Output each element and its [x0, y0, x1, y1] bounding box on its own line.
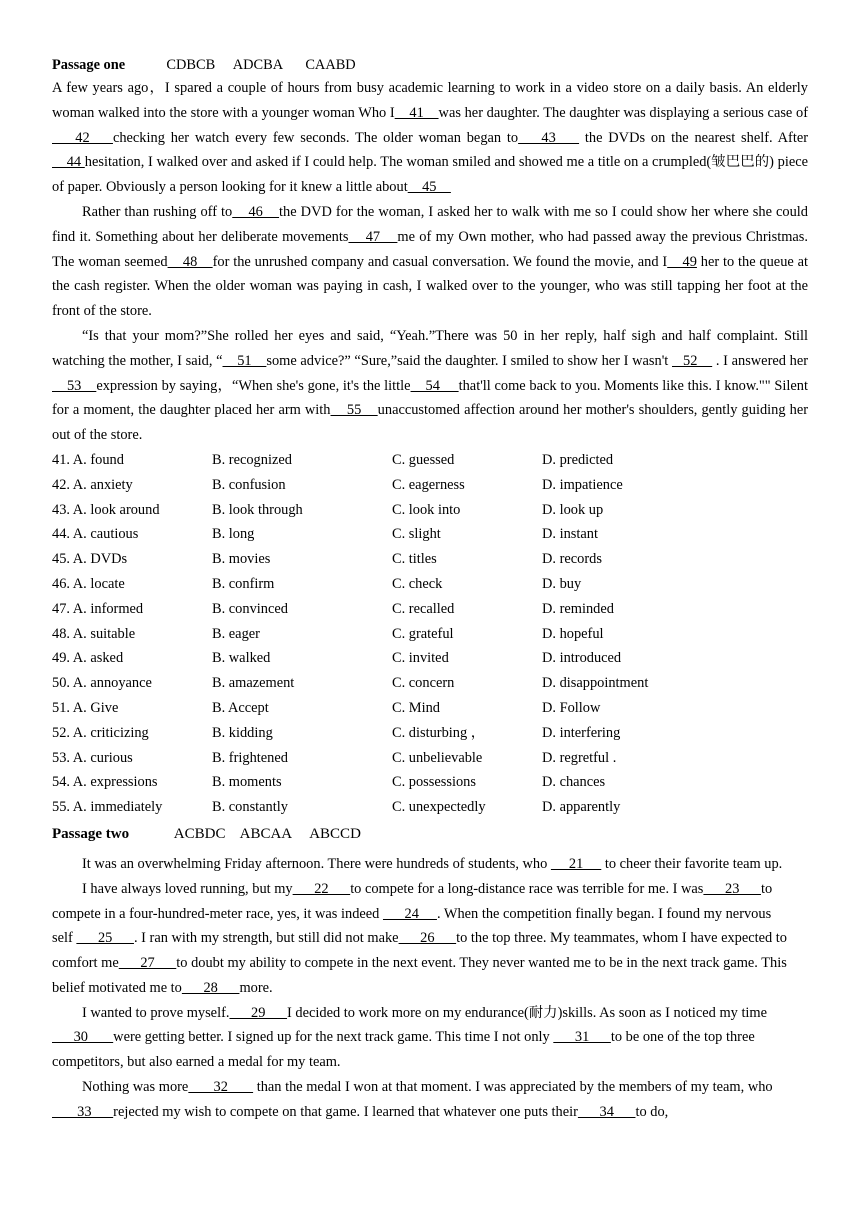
passage-two-title: Passage two	[52, 825, 130, 842]
option-d: D. interfering	[542, 724, 621, 741]
passage-text: me of my Own mother, who had passed away the previous Christmas. The woman seemed	[52, 228, 809, 270]
p1-paragraph	[52, 324, 808, 448]
option-b: B. constantly	[212, 799, 288, 816]
passage-text: expression by saying，“When she's gone, it's the little	[96, 377, 411, 394]
option-c: C. unbelievable	[392, 749, 483, 766]
passage-text: were getting better. I signed up for the next track game. This time I not only	[113, 1029, 554, 1046]
passage-text: It was an overwhelming Friday afternoon. There were hundreds of students, who	[82, 855, 551, 872]
option-c: C. possessions	[392, 774, 476, 791]
question-option-row	[52, 795, 808, 820]
answer-blank: 24	[382, 905, 437, 922]
passage-text: some advice?” “Sure,”said the daughter. I smiled to show her I wasn't	[266, 352, 672, 369]
option-d: D. disappointment	[542, 675, 649, 692]
question-option-row	[52, 498, 808, 523]
option-a: 47. A. informed	[52, 600, 144, 617]
option-b: B. convinced	[212, 600, 288, 617]
answer-blank: 23	[703, 880, 761, 897]
passage-two-text	[52, 852, 808, 1125]
passage-text: to cheer their favorite team up.	[601, 855, 783, 872]
answer-blank: 53	[52, 377, 97, 394]
passage-text: I decided to work more on my endurance(耐力)skills. As soon as I noticed my time	[287, 1004, 768, 1021]
option-a: 42. A. anxiety	[52, 476, 133, 493]
option-b: B. look through	[212, 501, 303, 518]
option-a: 52. A. criticizing	[52, 724, 149, 741]
passage-text: hesitation, I walked over and asked if I could help. The woman smiled and showed me a title on a crumpled(皱巴巴的) piece of paper. Obviously a person looking for it knew a little about	[52, 154, 808, 196]
question-option-row	[52, 547, 808, 572]
question-option-row	[52, 522, 808, 547]
passage-text: to compete for a long-distance race was terrible for me. I was	[350, 880, 704, 897]
question-option-row	[52, 473, 808, 498]
option-b: B. confusion	[212, 476, 286, 493]
answer-blank: 22	[292, 880, 351, 897]
answer-blank: 41	[394, 104, 439, 121]
p1-paragraph	[52, 200, 808, 324]
option-d: D. apparently	[542, 799, 621, 816]
passage-one-options	[52, 448, 808, 820]
option-a: 50. A. annoyance	[52, 675, 152, 692]
option-c: C. guessed	[392, 451, 455, 468]
passage-text: I wanted to prove myself.	[82, 1004, 230, 1021]
question-option-row	[52, 746, 808, 771]
passage-one-heading	[52, 54, 808, 76]
option-d: D. introduced	[542, 650, 622, 667]
answer-blank: 34	[577, 1103, 636, 1120]
answer-blank: 42	[52, 129, 113, 146]
passage-text: that'll come back to you. Moments like this. I know."" Silent for a moment, the daughter placed her arm with	[52, 377, 808, 419]
option-c: C. concern	[392, 675, 455, 692]
option-c: C. Mind	[392, 699, 440, 716]
option-a: 54. A. expressions	[52, 774, 158, 791]
option-a: 45. A. DVDs	[52, 551, 128, 568]
p2-paragraph	[52, 877, 792, 1001]
option-b: B. Accept	[212, 699, 269, 716]
p2-paragraph	[52, 1075, 792, 1125]
option-b: B. movies	[212, 551, 271, 568]
option-a: 41. A. found	[52, 451, 124, 468]
passage-text: . I answered her	[712, 352, 809, 369]
answer-blank: 32	[188, 1079, 254, 1096]
question-option-row	[52, 646, 808, 671]
option-b: B. recognized	[212, 451, 292, 468]
option-c: C. check	[392, 575, 443, 592]
answer-blank: 28	[181, 979, 240, 996]
answer-blank: 49	[667, 253, 697, 270]
option-a: 44. A. cautious	[52, 526, 139, 543]
option-c: C. unexpectedly	[392, 799, 486, 816]
passage-text: to the top three. My teammates, whom I have expected to comfort me	[52, 930, 788, 972]
option-d: D. buy	[542, 575, 582, 592]
passage-text: to be one of the top three competitors, but also earned a medal for my team.	[52, 1029, 755, 1071]
answer-blank: 31	[553, 1029, 611, 1046]
passage-text: more.	[239, 979, 273, 996]
passage-text: “Is that your mom?”She rolled her eyes and said, “Yeah.”There was 50 in her reply, half sigh and half complaint. Still watching the mother, I said, “	[52, 327, 808, 369]
question-option-row	[52, 721, 808, 746]
answer-blank: 52	[672, 352, 713, 369]
answer-blank: 51	[222, 352, 267, 369]
option-c: C. recalled	[392, 600, 455, 617]
option-c: C. look into	[392, 501, 461, 518]
option-d: D. regretful .	[542, 749, 617, 766]
option-b: B. amazement	[212, 675, 295, 692]
answer-blank: 21	[550, 855, 602, 872]
option-b: B. long	[212, 526, 255, 543]
question-option-row	[52, 770, 808, 795]
passage-text: than the medal I won at that moment. I was appreciated by the members of my team, who	[253, 1079, 773, 1096]
question-option-row	[52, 671, 808, 696]
question-option-row	[52, 597, 808, 622]
passage-text: . I ran with my strength, but still did not make	[133, 930, 399, 947]
option-b: B. frightened	[212, 749, 288, 766]
option-d: D. reminded	[542, 600, 614, 617]
option-d: D. Follow	[542, 699, 601, 716]
answer-blank: 25	[76, 930, 134, 947]
option-b: B. moments	[212, 774, 282, 791]
passage-text: the DVDs on the nearest shelf. After	[579, 129, 809, 146]
passage-text: was her daughter. The daughter was displaying a serious case of	[438, 104, 808, 121]
question-option-row	[52, 622, 808, 647]
answer-blank: 44	[52, 154, 85, 171]
option-b: B. confirm	[212, 575, 275, 592]
passage-text: for the unrushed company and casual conversation. We found the movie, and I	[212, 253, 668, 270]
answer-blank: 43	[518, 129, 580, 146]
option-a: 43. A. look around	[52, 501, 160, 518]
answer-blank: 46	[232, 203, 280, 220]
question-option-row	[52, 448, 808, 473]
passage-text: unaccustomed affection around her mother's shoulders, gently guiding her out of the store.	[52, 402, 808, 444]
option-c: C. eagerness	[392, 476, 465, 493]
passage-one-answer-key: CDBCB ADCBA CAABD	[166, 57, 356, 73]
passage-two-heading	[52, 820, 808, 848]
answer-blank: 30	[52, 1029, 114, 1046]
option-d: D. hopeful	[542, 625, 604, 642]
passage-text: A few years ago，I spared a couple of hours from busy academic learning to work in a video store on a daily basis. An elderly woman walked into the store with a younger woman Who I	[52, 80, 808, 121]
option-d: D. look up	[542, 501, 604, 518]
option-a: 48. A. suitable	[52, 625, 136, 642]
passage-two-answer-key: ACBDC ABCAA ABCCD	[173, 825, 361, 842]
answer-blank: 48	[167, 253, 213, 270]
option-a: 46. A. locate	[52, 575, 125, 592]
passage-text: Rather than rushing off to	[82, 203, 233, 220]
option-b: B. kidding	[212, 724, 273, 741]
passage-text: to doubt my ability to compete in the next event. They never wanted me to be in the next track game. This belief motivated me to	[52, 955, 787, 996]
option-c: C. grateful	[392, 625, 454, 642]
p2-paragraph	[52, 1001, 792, 1075]
option-a: 55. A. immediately	[52, 799, 163, 816]
option-a: 53. A. curious	[52, 749, 133, 766]
option-d: D. predicted	[542, 451, 614, 468]
passage-text: . When the competition finally began. I found my nervous self	[52, 905, 772, 947]
option-d: D. chances	[542, 774, 606, 791]
option-d: D. instant	[542, 526, 598, 543]
question-option-row	[52, 572, 808, 597]
answer-blank: 54	[410, 377, 459, 394]
question-option-row	[52, 696, 808, 721]
passage-text: I have always loved running, but my	[82, 880, 293, 897]
answer-blank: 33	[52, 1103, 114, 1120]
passage-text: to do,	[635, 1103, 669, 1120]
answer-blank: 47	[348, 228, 398, 245]
option-c: C. titles	[392, 551, 437, 568]
option-d: D. impatience	[542, 476, 623, 493]
answer-blank: 45	[407, 179, 451, 196]
passage-text: checking her watch every few seconds. The older woman began to	[112, 129, 519, 146]
passage-one-text	[52, 76, 808, 448]
passage-text: the DVD for the woman, I asked her to walk with me so I could show her where she could find it. Something about her deliberate movements	[52, 203, 809, 245]
document-page	[52, 54, 808, 1125]
passage-text: her to the queue at the cash register. When the older woman was paying in cash, I walked over to the younger, who was still tapping her foot at the front of the store.	[52, 253, 809, 320]
option-c: C. disturbing ，	[392, 724, 486, 741]
option-d: D. records	[542, 551, 602, 568]
passage-text: Nothing was more	[82, 1079, 189, 1096]
option-c: C. slight	[392, 526, 441, 543]
p2-paragraph	[52, 852, 792, 877]
option-b: B. eager	[212, 625, 260, 642]
option-b: B. walked	[212, 650, 271, 667]
passage-text: rejected my wish to compete on that game. I learned that whatever one puts their	[113, 1103, 578, 1120]
p1-paragraph	[52, 76, 808, 200]
answer-blank: 27	[118, 955, 177, 972]
option-a: 51. A. Give	[52, 699, 119, 716]
answer-blank: 55	[330, 402, 378, 419]
passage-text: to compete in a four-hundred-meter race, yes, it was indeed	[52, 880, 773, 922]
answer-blank: 26	[398, 930, 457, 947]
option-c: C. invited	[392, 650, 449, 667]
answer-blank: 29	[229, 1004, 288, 1021]
option-a: 49. A. asked	[52, 650, 124, 667]
passage-one-title: Passage one	[52, 57, 126, 73]
